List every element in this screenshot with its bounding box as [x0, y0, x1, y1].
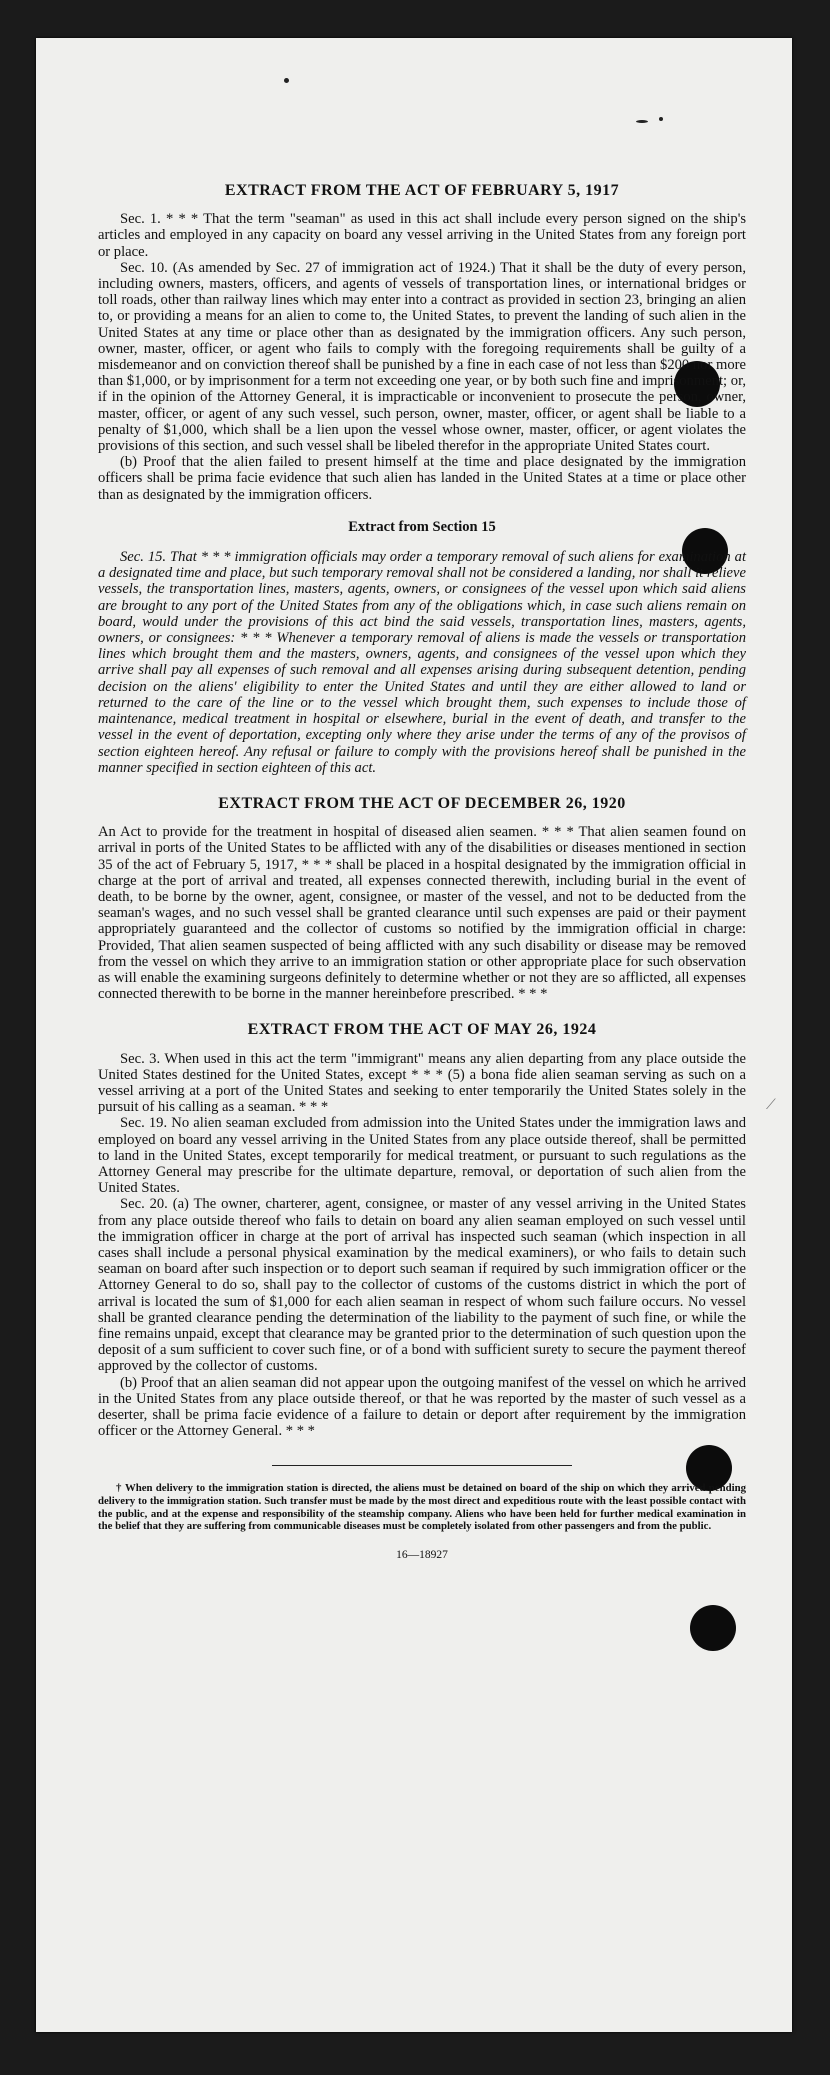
section-15-subheading: Extract from Section 15 [348, 518, 496, 535]
sec-19-paragraph: Sec. 19. No alien seaman excluded from admission into the United States under the immigration laws and employed on board any vessel arriving in the United States from any place outside thereof, shall be permitted to land in the United States, except temporarily for medical treatment, or pursuant to such regulations as the Attorney General may prescribe for the ultimate departure, removal, or deportation of such alien from the United States. [98, 1115, 746, 1197]
sec-10-b-paragraph: (b) Proof that the alien failed to present himself at the time and place designated by the immigration officers shall be prima facie evidence that such alien has landed in the United States at a time or place other than as designated by the immigration officers. [98, 454, 746, 503]
footnote-divider [272, 1465, 572, 1466]
act-1920-paragraph: An Act to provide for the treatment in hospital of diseased alien seamen. * * * That alien seamen found on arrival in ports of the United States to be afflicted with any of the disabilities or diseases mentioned in section 35 of the act of February 5, 1917, * * * shall be placed in a hospital designated by the immigration official in charge at the port of arrival and treated, all expenses connected therewith, including burial in the event of death, to be borne by the owner, agent, consignee, or master of the vessel, and not to be deducted from the seaman's wages, and no such vessel shall be granted clearance until such expenses are paid or their payment appropriately guaranteed and the collector of customs so notified by the immigration official in charge: Provided, That alien seamen suspected of being afflicted with any such disability or disease may be removed from the vessel on which they arrive to an immigration station or other appropriate place for such observation as will enable the examining surgeons definitely to determine whether or not they are so afflicted, all expenses connected therewith to be borne in the manner hereinbefore prescribed. * * * [98, 824, 746, 1003]
speck [636, 120, 648, 123]
section-heading-1924: EXTRACT FROM THE ACT OF MAY 26, 1924 [247, 1021, 597, 1039]
section-heading-1917: EXTRACT FROM THE ACT OF FEBRUARY 5, 1917 [224, 182, 620, 199]
margin-mark: ⟋ [766, 1098, 776, 1113]
sec-1-paragraph: Sec. 1. * * * That the term "seaman" as used in this act shall include every person signed on the ship's articles and employed in any capacity on board any vessel arriving in the United States from any foreign port or place. [98, 211, 746, 260]
sec-20-b-paragraph: (b) Proof that an alien seaman did not appear upon the outgoing manifest of the vessel on which he arrived in the United States from any place outside thereof, or that he was reported by the master of such vessel as a deserter, shall be prima facie evidence of a failure to detain or deport after requirement by the immigration officer or the Attorney General. * * * [98, 1374, 746, 1440]
document-page [36, 38, 792, 2032]
speck [659, 117, 663, 121]
page-number: 16—18927 [396, 1548, 448, 1561]
document-body [98, 183, 746, 1563]
sec-10-paragraph: Sec. 10. (As amended by Sec. 27 of immigration act of 1924.) That it shall be the duty of every person, including owners, masters, officers, and agents of vessels of transportation lines, or international bridges or toll roads, other than railway lines which may enter into a contract as provided in section 23, bringing an alien to, or providing a means for an alien to come to, the United States, to prevent the landing of such alien in the United States at any time or place other than as designated by the immigration officers. Any such person, owner, master, officer, or agent who fails to comply with the foregoing requirements shall be guilty of a misdemeanor and on conviction thereof shall be punished by a fine in each case of not less than $200 nor more than $1,000, or by imprisonment for a term not exceeding one year, or by both such fine and imprisonment; or, if in the opinion of the Attorney General, it is impracticable or inconvenient to prosecute the person, owner, master, officer, or agent of any such vessel, such person, owner, master, officer, or agent shall be liable to a penalty of $1,000, which shall be a lien upon the vessel whose owner, master, officer, or agent violates the provisions of this section, and such vessel shall be libeled therefor in the appropriate United States court. [98, 259, 746, 455]
punch-hole-4 [690, 1605, 736, 1651]
section-heading-1920: EXTRACT FROM THE ACT OF DECEMBER 26, 1920 [218, 794, 626, 812]
sec-20-a-paragraph: Sec. 20. (a) The owner, charterer, agent, consignee, or master of any vessel arriving in the United States from any place outside thereof who fails to detain on board any alien seaman employed on such vessel until the immigration officer in charge at the port of arrival has inspected such seaman (which inspection in all cases shall include a personal physical examination by the medical examiners), or who fails to detain such seaman on board after such inspection or to deport such seaman if required by such immigration officer or the Attorney General to do so, shall pay to the collector of customs of the customs district in which the port of arrival is located the sum of $1,000 for each alien seaman in respect of whom such failure occurs. No vessel shall be granted clearance pending the determination of the liability to the payment of such fine, or while the fine remains unpaid, except that clearance may be granted prior to the determination of such question upon the deposit of a sum sufficient to cover such fine, or of a bond with sufficient surety to secure the payment thereof approved by the collector of customs. [98, 1196, 746, 1375]
speck [284, 78, 289, 83]
footnote: † When delivery to the immigration station is directed, the aliens must be detained on board of the ship on which they arrived pending delivery to the immigration station. Such transfer must be made by the most direct and expeditious route with the least possible contact with the public, and at the expense and responsibility of the steamship company. Aliens who have been held for further medical examination in the belief that they are suffering from communicable diseases must be completely isolated from other passengers and from the public. [98, 1482, 746, 1533]
sec-15-paragraph: Sec. 15. That * * * immigration officials may order a temporary removal of such aliens for examination at a designated time and place, but such temporary removal shall not be considered a landing, nor shall it relieve vessels, the transportation lines, masters, agents, owners, or consignees of the vessel upon which said aliens are brought to any port of the United States from any of the obligations which, in case such aliens remain on board, would under the provisions of this act bind the said vessels, transportation lines, masters, agents, owners, or consignees: * * * Whenever a temporary removal of aliens is made the vessels or transportation lines which brought them and the masters, owners, agents, and consignees of the vessel upon which they arrive shall pay all expenses of such removal and all expenses arising during subsequent detention, pending decision on the aliens' eligibility to enter the United States and until they are either allowed to land or returned to the care of the line or to the vessel which brought them, such expenses to include those of maintenance, medical treatment in hospital or elsewhere, burial in the event of death, and transfer to the vessel in the event of deportation, excepting only where they arise under the terms of any of the provisos of section eighteen hereof. Any refusal or failure to comply with the provisions hereof shall be punished in the manner specified in section eighteen of this act. [98, 549, 746, 776]
sec-3-paragraph: Sec. 3. When used in this act the term "immigrant" means any alien departing from any place outside the United States destined for the United States, except * * * (5) a bona fide alien seaman serving as such on a vessel arriving at a port of the United States and seeking to enter temporarily the United States solely in the pursuit of his calling as a seaman. * * * [98, 1050, 746, 1116]
